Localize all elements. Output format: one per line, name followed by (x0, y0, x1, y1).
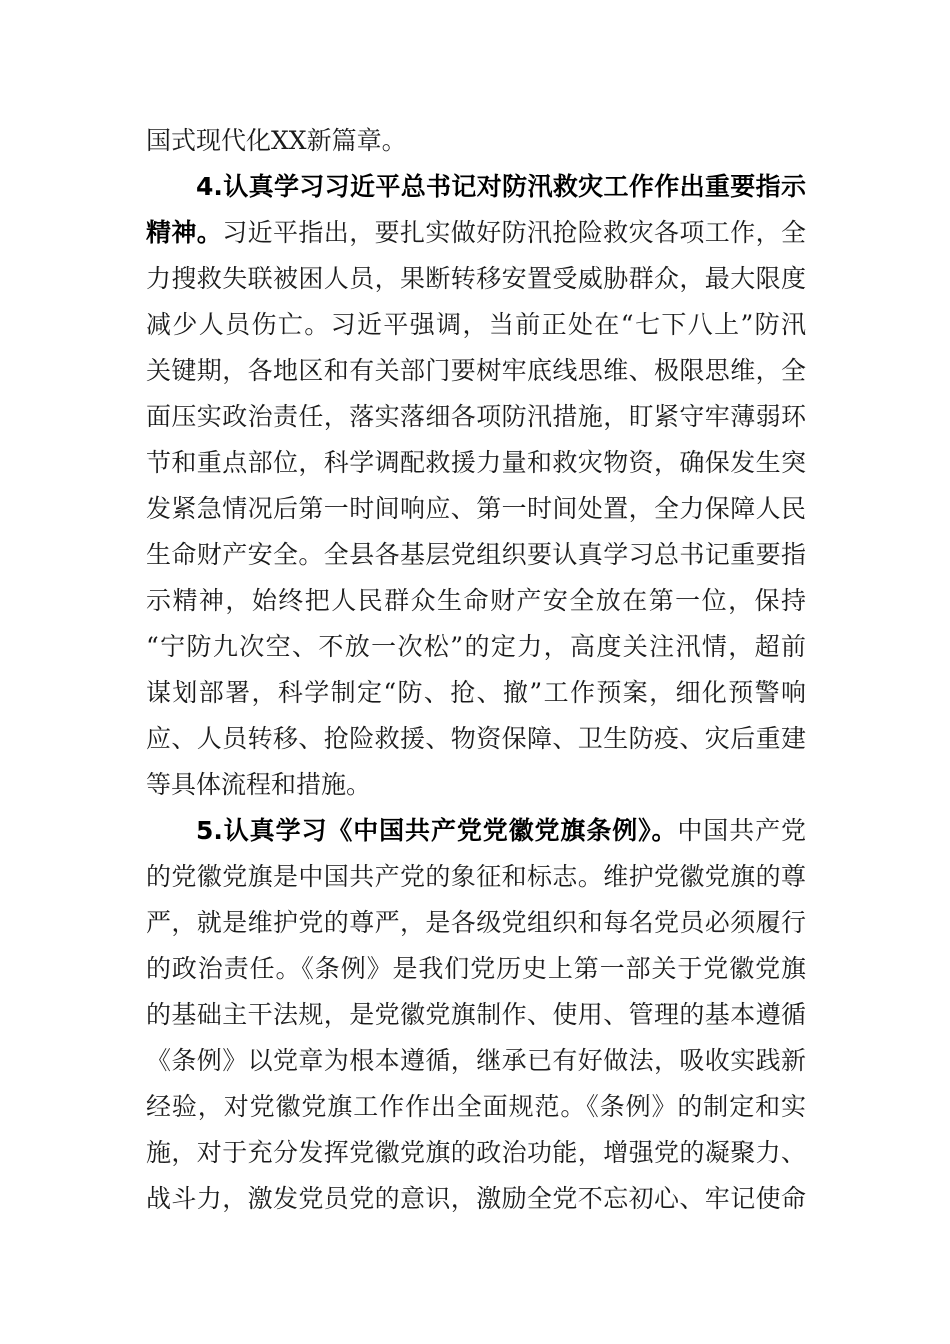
line-text: 的党徽党旗是中国共产党的象征和标志。维护党徽党旗的尊 (146, 862, 806, 891)
paragraph-line (146, 1130, 806, 1176)
paragraph-line (146, 440, 806, 486)
paragraph-line (146, 578, 806, 624)
line-text: 关键期，各地区和有关部门要树牢底线思维、极限思维，全 (146, 356, 806, 385)
paragraph-line (146, 670, 806, 716)
line-text: 等具体流程和措施。 (146, 770, 372, 799)
line-text: 施，对于充分发挥党徽党旗的政治功能，增强党的凝聚力、 (146, 1138, 806, 1167)
line-text: 的基础主干法规，是党徽党旗制作、使用、管理的基本遵循 (146, 1000, 806, 1029)
paragraph-line (146, 762, 806, 808)
paragraph-line (146, 394, 806, 440)
paragraph-line (146, 946, 806, 992)
section-5-heading-line (196, 808, 806, 854)
line-text: 减少人员伤亡。习近平强调，当前正处在“七下八上”防汛 (146, 310, 806, 339)
paragraph-line (146, 1038, 806, 1084)
line-text: 示精神，始终把人民群众生命财产安全放在第一位，保持 (146, 586, 806, 615)
section-4-heading: 4.认真学习习近平总书记对防汛救灾工作作出重要指示 (196, 172, 806, 201)
paragraph-line (146, 118, 806, 164)
paragraph-line (146, 716, 806, 762)
section-4-heading-line (196, 164, 806, 210)
section-5-heading: 5.认真学习《中国共产党党徽党旗条例》。 (196, 816, 678, 845)
line-text: 严，就是维护党的尊严，是各级党组织和每名党员必须履行 (146, 908, 806, 937)
line-text: 节和重点部位，科学调配救援力量和救灾物资，确保发生突 (146, 448, 806, 477)
paragraph-line (146, 900, 806, 946)
paragraph-line (146, 1084, 806, 1130)
line-text: 经验，对党徽党旗工作作出全面规范。《条例》的制定和实 (146, 1092, 806, 1121)
paragraph-line (146, 486, 806, 532)
paragraph-line (146, 992, 806, 1038)
line-text: 国式现代化XX新篇章。 (146, 126, 407, 155)
line-text: 中国共产党 (677, 816, 806, 845)
section-4-heading-end: 精神。 (146, 218, 223, 247)
paragraph-line (146, 532, 806, 578)
paragraph-line (146, 1176, 806, 1222)
line-text: “宁防九次空、不放一次松”的定力，高度关注汛情，超前 (146, 632, 806, 661)
line-text: 力搜救失联被困人员，果断转移安置受威胁群众，最大限度 (146, 264, 806, 293)
paragraph-line (146, 348, 806, 394)
paragraph-line (146, 256, 806, 302)
line-text: 应、人员转移、抢险救援、物资保障、卫生防疫、灾后重建 (146, 724, 806, 753)
line-text: 发紧急情况后第一时间响应、第一时间处置，全力保障人民 (146, 494, 806, 523)
line-text: 《条例》以党章为根本遵循，继承已有好做法，吸收实践新 (146, 1046, 806, 1075)
line-text: 面压实政治责任，落实落细各项防汛措施，盯紧守牢薄弱环 (146, 402, 806, 431)
line-text: 战斗力，激发党员党的意识，激励全党不忘初心、牢记使命 (146, 1184, 806, 1213)
paragraph-line (146, 624, 806, 670)
paragraph-line (146, 302, 806, 348)
line-text: 的政治责任。《条例》是我们党历史上第一部关于党徽党旗 (146, 954, 806, 983)
line-text: 谋划部署，科学制定“防、抢、撤”工作预案，细化预警响 (146, 678, 806, 707)
paragraph-line (146, 854, 806, 900)
line-text: 习近平指出，要扎实做好防汛抢险救灾各项工作，全 (222, 218, 806, 247)
paragraph-line (146, 210, 806, 256)
line-text: 生命财产安全。全县各基层党组织要认真学习总书记重要指 (146, 540, 806, 569)
